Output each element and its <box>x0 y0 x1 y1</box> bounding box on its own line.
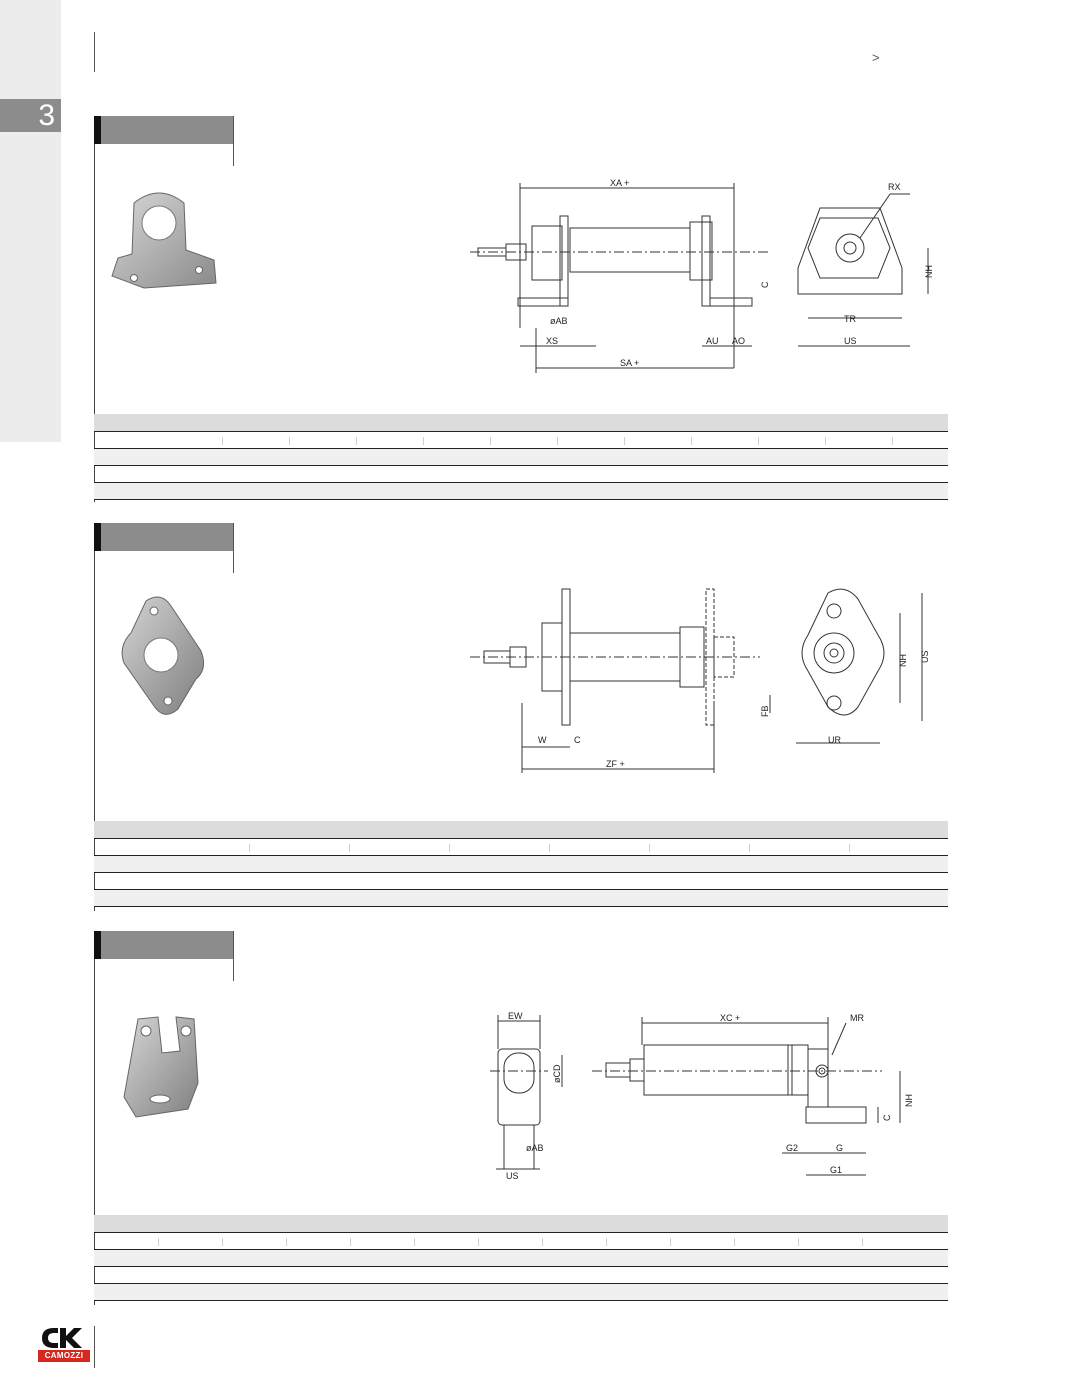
table-row <box>94 889 948 906</box>
dim-xa: XA + <box>610 178 630 188</box>
dim-xc: XC + <box>720 1013 741 1023</box>
header-divider <box>94 32 95 72</box>
dim-zf: ZF + <box>606 759 625 769</box>
section-header-divider <box>233 116 234 166</box>
dim-c: C <box>574 735 581 745</box>
section-header-bar <box>94 116 234 144</box>
dim-rx: RX <box>888 182 901 192</box>
table-row <box>94 448 948 465</box>
dim-us: US <box>844 336 857 346</box>
section-foot-mounting <box>94 116 948 502</box>
dim-c: C <box>882 1114 892 1121</box>
foot-mounting-drawing <box>470 178 940 376</box>
rear-hinge-drawing <box>482 1009 948 1187</box>
table-row <box>94 872 948 889</box>
dim-tr: TR <box>844 314 856 324</box>
table-row <box>94 482 948 499</box>
section-header-bar <box>94 523 234 551</box>
dim-ab: øAB <box>526 1143 544 1153</box>
dim-g2: G2 <box>786 1143 799 1153</box>
section-header-divider <box>233 523 234 573</box>
dim-nh: NH <box>898 654 908 667</box>
table-row <box>94 465 948 482</box>
table-row <box>94 1249 948 1266</box>
table-row <box>94 1266 948 1283</box>
flange-drawing <box>470 583 940 779</box>
foot-bracket-photo <box>104 188 224 300</box>
dim-w: W <box>538 735 547 745</box>
table-header-row <box>94 1215 948 1232</box>
flange-photo <box>116 591 216 721</box>
table-row <box>94 838 948 855</box>
dim-us: US <box>920 650 930 663</box>
table-row <box>94 431 948 448</box>
dim-xs: XS <box>546 336 559 346</box>
dim-g: G <box>836 1143 844 1153</box>
dimension-table <box>94 1215 948 1301</box>
dimension-table <box>94 821 948 907</box>
dim-sa: SA + <box>620 358 640 368</box>
table-header-row <box>94 821 948 838</box>
section-flange <box>94 523 948 911</box>
dim-us: US <box>506 1171 519 1181</box>
dim-au: AU <box>706 336 719 346</box>
dim-ao: AO <box>732 336 746 346</box>
dim-nh: NH <box>924 265 934 278</box>
brand-name: CAMOZZI <box>38 1350 90 1362</box>
chapter-tab[interactable] <box>0 99 61 132</box>
table-header-row <box>94 414 948 431</box>
dimension-table <box>94 414 948 500</box>
dim-fb: FB <box>760 705 770 717</box>
chapter-sidebar <box>0 0 61 442</box>
table-row <box>94 855 948 872</box>
section-header-bar <box>94 931 234 959</box>
dim-ab: øAB <box>550 316 568 326</box>
dim-cd: øCD <box>552 1064 562 1083</box>
dim-g1: G1 <box>830 1165 843 1175</box>
table-row <box>94 1232 948 1249</box>
chapter-number: 3 <box>38 99 55 132</box>
section-header-divider <box>233 931 234 981</box>
dim-ur: UR <box>828 735 841 745</box>
dim-ew: EW <box>508 1011 523 1021</box>
table-row <box>94 1283 948 1300</box>
dim-mr: MR <box>850 1013 864 1023</box>
dim-c: C <box>760 281 770 288</box>
dim-nh: NH <box>904 1094 914 1107</box>
next-page-arrow-icon[interactable]: > <box>872 50 880 65</box>
hinge-bracket-photo <box>118 1013 208 1123</box>
footer-divider <box>94 1326 95 1368</box>
section-rear-hinge <box>94 931 948 1305</box>
